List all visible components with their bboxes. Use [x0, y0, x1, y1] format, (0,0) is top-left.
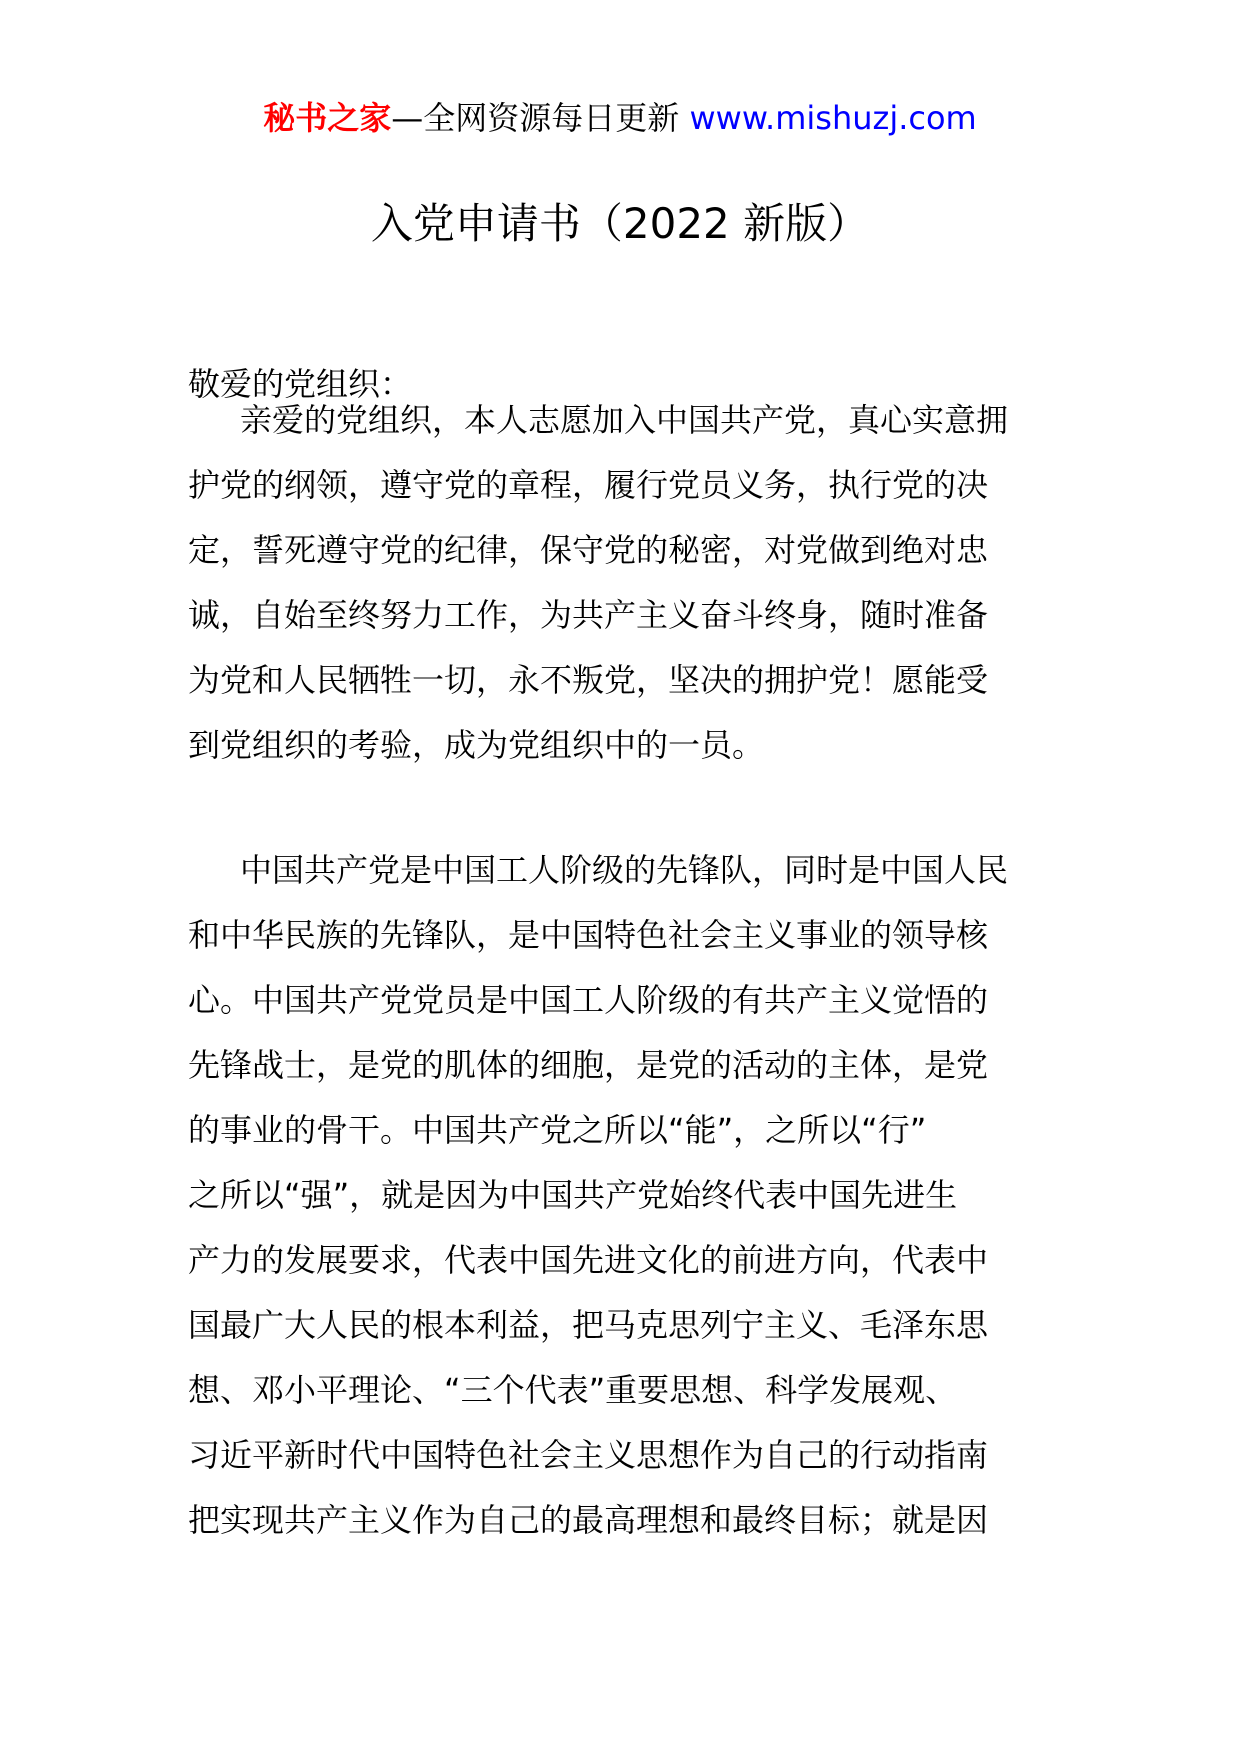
paragraph-line: 定，誓死遵守党的纪律，保守党的秘密，对党做到绝对忠: [188, 531, 989, 569]
paragraph-line: 的事业的骨干。中国共产党之所以“能”，之所以“行”: [188, 1111, 927, 1149]
paragraph-2: [188, 838, 1058, 1553]
paragraph-line: 习近平新时代中国特色社会主义思想作为自己的行动指南: [188, 1436, 989, 1474]
brand-name: 秘书之家: [263, 99, 392, 137]
paragraph-line: 为党和人民牺牲一切，永不叛党，坚决的拥护党！愿能受: [188, 661, 989, 699]
paragraph-line: 和中华民族的先锋队，是中国特色社会主义事业的领导核: [188, 916, 989, 954]
paragraph-line: 把实现共产主义作为自己的最高理想和最终目标；就是因: [188, 1501, 989, 1539]
paragraph-line: 护党的纲领，遵守党的章程，履行党员义务，执行党的决: [188, 466, 989, 504]
paragraph-line: 诚，自始至终努力工作，为共产主义奋斗终身，随时准备: [188, 596, 989, 634]
salutation: 敬爱的党组织：: [188, 365, 413, 403]
paragraph-line: 想、邓小平理论、“三个代表”重要思想、科学发展观、: [188, 1371, 958, 1409]
paragraph-line: 心。中国共产党党员是中国工人阶级的有共产主义觉悟的: [188, 981, 989, 1019]
site-header: [0, 98, 1240, 138]
document-title: 入党申请书（2022 新版）: [370, 199, 870, 248]
site-url-link[interactable]: www.mishuzj.com: [689, 99, 977, 137]
paragraph-line: 之所以“强”，就是因为中国共产党始终代表中国先进生: [188, 1176, 958, 1214]
paragraph-line: 中国共产党是中国工人阶级的先锋队，同时是中国人民: [240, 851, 1009, 889]
paragraph-line: 先锋战士，是党的肌体的细胞，是党的活动的主体，是党: [188, 1046, 989, 1084]
header-tagline: —全网资源每日更新: [391, 99, 680, 137]
paragraph-line: 国最广大人民的根本利益，把马克思列宁主义、毛泽东思: [188, 1306, 989, 1344]
paragraph-line: 产力的发展要求，代表中国先进文化的前进方向，代表中: [188, 1241, 989, 1279]
paragraph-line: 到党组织的考验，成为党组织中的一员。: [188, 726, 765, 764]
paragraph-line: 亲爱的党组织，本人志愿加入中国共产党，真心实意拥: [240, 401, 1009, 439]
paragraph-1: [188, 388, 1058, 778]
